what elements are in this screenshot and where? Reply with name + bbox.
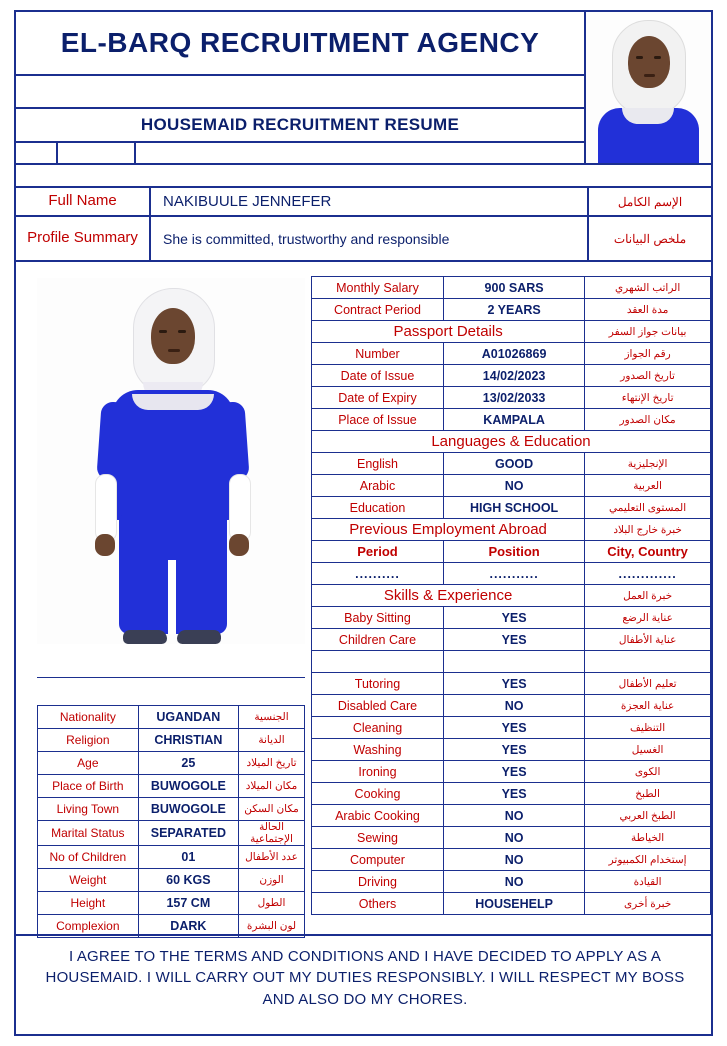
table-row: [312, 827, 711, 849]
table-row: [312, 805, 711, 827]
employment-section-title: Previous Employment Abroad: [312, 519, 585, 541]
table-row: [38, 775, 305, 798]
nationality-label: Nationality: [38, 706, 139, 729]
cleaning-label-ar: التنظيف: [585, 717, 711, 739]
agreement-statement: I AGREE TO THE TERMS AND CONDITIONS AND I HAVE DECIDED TO APPLY AS A HOUSEMAID. I WILL CARRY OUT MY DUTIES RESPONSIBLY. I WILL RESPECT MY BOSS AND ALSO DO MY CHORES.: [45, 948, 685, 1008]
table-row: [38, 821, 305, 846]
weight-value: 60 KGS: [138, 869, 238, 892]
full-name-row: [16, 186, 711, 217]
english-label-ar: الإنجليزية: [585, 453, 711, 475]
full-name-value: NAKIBUULE JENNEFER: [151, 188, 589, 215]
table-row: [312, 695, 711, 717]
washing-label-ar: الغسيل: [585, 739, 711, 761]
employment-position-value: ...........: [443, 563, 584, 585]
date-of-expiry-label-ar: تاريخ الإنتهاء: [585, 387, 711, 409]
section-row-languages: [312, 431, 711, 453]
employment-header-city-country: City, Country: [585, 541, 711, 563]
nationality-value: UGANDAN: [138, 706, 238, 729]
baby-sitting-label: Baby Sitting: [312, 607, 444, 629]
children-care-label-ar: عناية الأطفال: [585, 629, 711, 651]
passport-section-title-ar: بيانات جواز السفر: [585, 321, 711, 343]
section-row-employment: [312, 519, 711, 541]
passport-photo: [586, 12, 711, 165]
ironing-label: Ironing: [312, 761, 444, 783]
tutoring-label: Tutoring: [312, 673, 444, 695]
table-row: [38, 869, 305, 892]
arabic-cooking-value: NO: [443, 805, 584, 827]
arabic-value: NO: [443, 475, 584, 497]
religion-label-ar: الديانة: [239, 729, 305, 752]
document-title-cell: [16, 109, 586, 143]
living-town-label: Living Town: [38, 798, 139, 821]
employment-header-period: Period: [312, 541, 444, 563]
place-of-issue-label: Place of Issue: [312, 409, 444, 431]
english-label: English: [312, 453, 444, 475]
passport-photo-image: [586, 12, 711, 165]
place-of-issue-value: KAMPALA: [443, 409, 584, 431]
table-row: [312, 739, 711, 761]
computer-label-ar: إستخدام الكمبيوتر: [585, 849, 711, 871]
table-row: [312, 409, 711, 431]
arabic-cooking-label-ar: الطبخ العربي: [585, 805, 711, 827]
header-cell-2: [58, 143, 136, 163]
height-value: 157 CM: [138, 892, 238, 915]
height-label-ar: الطول: [239, 892, 305, 915]
nationality-label-ar: الجنسية: [239, 706, 305, 729]
table-row: [38, 729, 305, 752]
table-row: [312, 299, 711, 321]
contract-period-label-ar: مدة العقد: [585, 299, 711, 321]
date-of-issue-label-ar: تاريخ الصدور: [585, 365, 711, 387]
complexion-label-ar: لون البشرة: [239, 915, 305, 938]
table-row-empty: [312, 651, 711, 673]
driving-label-ar: القيادة: [585, 871, 711, 893]
arabic-cooking-label: Arabic Cooking: [312, 805, 444, 827]
arabic-label: Arabic: [312, 475, 444, 497]
children-care-value: YES: [443, 629, 584, 651]
personal-details-table: [37, 705, 305, 938]
education-label-ar: المستوى التعليمي: [585, 497, 711, 519]
age-label-ar: تاريخ الميلاد: [239, 752, 305, 775]
marital-status-label: Marital Status: [38, 821, 139, 846]
header-cell-1: [16, 143, 58, 163]
full-body-photo-image: [37, 278, 305, 678]
washing-value: YES: [443, 739, 584, 761]
table-row: [38, 846, 305, 869]
table-row: [312, 717, 711, 739]
footer-divider: [16, 934, 711, 936]
complexion-label: Complexion: [38, 915, 139, 938]
place-of-birth-label-ar: مكان الميلاد: [239, 775, 305, 798]
children-count-label-ar: عدد الأطفال: [239, 846, 305, 869]
age-value: 25: [138, 752, 238, 775]
date-of-expiry-label: Date of Expiry: [312, 387, 444, 409]
disabled-care-value: NO: [443, 695, 584, 717]
table-row: [312, 871, 711, 893]
table-row: [312, 783, 711, 805]
contract-period-label: Contract Period: [312, 299, 444, 321]
education-label: Education: [312, 497, 444, 519]
complexion-value: DARK: [138, 915, 238, 938]
full-body-photo: [37, 278, 305, 678]
disabled-care-label: Disabled Care: [312, 695, 444, 717]
agency-title-cell: [16, 12, 586, 76]
header-cell-3: [136, 143, 584, 163]
weight-label: Weight: [38, 869, 139, 892]
table-row: [312, 629, 711, 651]
document-title: HOUSEMAID RECRUITMENT RESUME: [140, 115, 460, 134]
children-count-value: 01: [138, 846, 238, 869]
arabic-label-ar: العربية: [585, 475, 711, 497]
header-small-cells: [16, 143, 586, 165]
full-name-label: Full Name: [16, 188, 151, 215]
employment-period-value: ..........: [312, 563, 444, 585]
computer-value: NO: [443, 849, 584, 871]
driving-value: NO: [443, 871, 584, 893]
computer-label: Computer: [312, 849, 444, 871]
section-row-passport: [312, 321, 711, 343]
full-name-label-ar: الإسم الكامل: [617, 194, 683, 209]
table-row: [312, 343, 711, 365]
baby-sitting-label-ar: عناية الرضع: [585, 607, 711, 629]
table-row: [312, 277, 711, 299]
ironing-label-ar: الكوى: [585, 761, 711, 783]
section-row-skills: [312, 585, 711, 607]
details-table: [311, 276, 711, 915]
date-of-expiry-value: 13/02/2033: [443, 387, 584, 409]
cooking-label: Cooking: [312, 783, 444, 805]
religion-label: Religion: [38, 729, 139, 752]
table-row: [38, 892, 305, 915]
agency-title: EL-BARQ RECRUITMENT AGENCY: [60, 27, 540, 58]
languages-section-title: Languages & Education: [312, 431, 711, 453]
others-label-ar: خبرة أخرى: [585, 893, 711, 915]
children-care-label: Children Care: [312, 629, 444, 651]
sewing-label: Sewing: [312, 827, 444, 849]
table-row: [312, 453, 711, 475]
cooking-value: YES: [443, 783, 584, 805]
education-value: HIGH SCHOOL: [443, 497, 584, 519]
passport-number-value: A01026869: [443, 343, 584, 365]
skills-section-title: Skills & Experience: [312, 585, 585, 607]
age-label: Age: [38, 752, 139, 775]
skills-empty-label: [312, 651, 444, 673]
disabled-care-label-ar: عناية العجزة: [585, 695, 711, 717]
passport-number-label-ar: رقم الجواز: [585, 343, 711, 365]
marital-status-label-ar: الحالة الإجتماعية: [239, 821, 305, 846]
table-row: [312, 893, 711, 915]
others-label: Others: [312, 893, 444, 915]
table-row: [312, 497, 711, 519]
sewing-value: NO: [443, 827, 584, 849]
table-header-row: [312, 541, 711, 563]
table-row: [38, 798, 305, 821]
english-value: GOOD: [443, 453, 584, 475]
header-blank-strip: [16, 76, 586, 109]
height-label: Height: [38, 892, 139, 915]
skills-empty-value: [443, 651, 584, 673]
baby-sitting-value: YES: [443, 607, 584, 629]
table-row: [38, 752, 305, 775]
table-row: [312, 365, 711, 387]
cleaning-label: Cleaning: [312, 717, 444, 739]
passport-section-title: Passport Details: [312, 321, 585, 343]
table-row: [38, 706, 305, 729]
table-row: [312, 475, 711, 497]
profile-summary-label: Profile Summary: [16, 217, 151, 260]
weight-label-ar: الوزن: [239, 869, 305, 892]
place-of-birth-label: Place of Birth: [38, 775, 139, 798]
table-row: [312, 761, 711, 783]
marital-status-value: SEPARATED: [138, 821, 238, 846]
ironing-value: YES: [443, 761, 584, 783]
employment-section-title-ar: خبرة خارج البلاد: [585, 519, 711, 541]
employment-city-country-value: .............: [585, 563, 711, 585]
cleaning-value: YES: [443, 717, 584, 739]
children-count-label: No of Children: [38, 846, 139, 869]
skills-empty-ar: [585, 651, 711, 673]
table-row: [312, 387, 711, 409]
date-of-issue-label: Date of Issue: [312, 365, 444, 387]
contract-period-value: 2 YEARS: [443, 299, 584, 321]
date-of-issue-value: 14/02/2023: [443, 365, 584, 387]
profile-summary-label-ar: ملخص البيانات: [613, 231, 687, 246]
monthly-salary-label: Monthly Salary: [312, 277, 444, 299]
tutoring-label-ar: تعليم الأطفال: [585, 673, 711, 695]
employment-header-position: Position: [443, 541, 584, 563]
profile-summary-row: [16, 217, 711, 262]
washing-label: Washing: [312, 739, 444, 761]
passport-number-label: Number: [312, 343, 444, 365]
table-row: [312, 563, 711, 585]
tutoring-value: YES: [443, 673, 584, 695]
profile-summary-value: She is committed, trustworthy and responsible: [151, 217, 589, 260]
sewing-label-ar: الخياطة: [585, 827, 711, 849]
skills-section-title-ar: خبرة العمل: [585, 585, 711, 607]
religion-value: CHRISTIAN: [138, 729, 238, 752]
monthly-salary-value: 900 SARS: [443, 277, 584, 299]
place-of-birth-value: BUWOGOLE: [138, 775, 238, 798]
monthly-salary-label-ar: الراتب الشهري: [585, 277, 711, 299]
table-row: [312, 673, 711, 695]
living-town-value: BUWOGOLE: [138, 798, 238, 821]
place-of-issue-label-ar: مكان الصدور: [585, 409, 711, 431]
table-row: [312, 607, 711, 629]
living-town-label-ar: مكان السكن: [239, 798, 305, 821]
driving-label: Driving: [312, 871, 444, 893]
others-value: HOUSEHELP: [443, 893, 584, 915]
table-row: [312, 849, 711, 871]
cooking-label-ar: الطبخ: [585, 783, 711, 805]
